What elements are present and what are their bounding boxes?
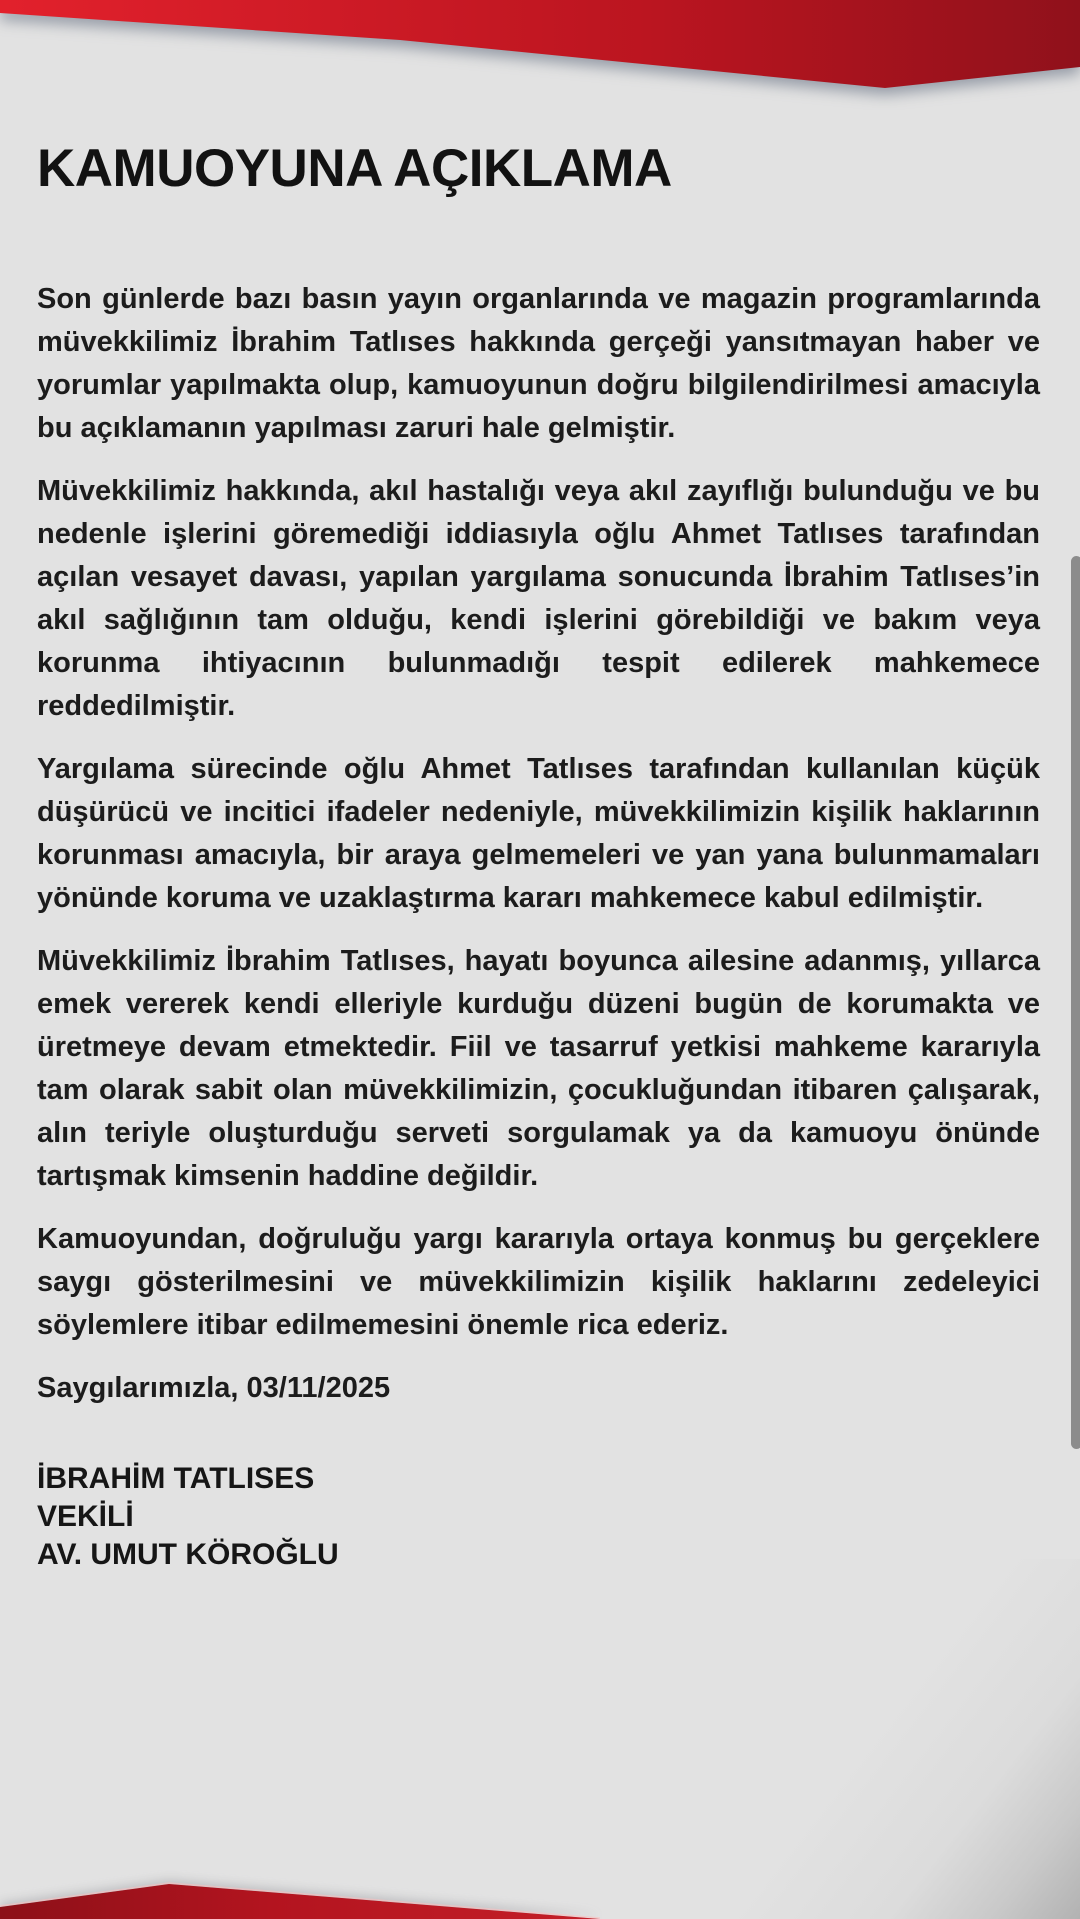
- page-title: KAMUOYUNA AÇIKLAMA: [37, 139, 672, 198]
- signature-role: VEKİLİ: [37, 1500, 134, 1533]
- paragraph-intro: Son günlerde bazı basın yayın organlarında ve magazin programlarında müvekkilimiz İbrahim Tatlıses hakkında gerçeği yansıtmayan haber ve yorumlar yapılmakta olup, kamuoyunun doğru bilgilendirilmesi amacıyla bu açıklamanın yapılması zaruri hale gelmiştir.: [37, 283, 1040, 444]
- bottom-red-banner: [0, 1849, 1080, 1919]
- paragraph-legacy: Müvekkilimiz İbrahim Tatlıses, hayatı boyunca ailesine adanmış, yıllarca emek vererek kendi elleriyle kurduğu düzeni bugün de korumakta ve üretmeye devam etmektedir. Fiil ve tasarruf yetkisi mahkeme kararıyla tam olarak sabit olan müvekkilimizin, çocukluğundan itibaren çalışarak, alın teriyle oluşturduğu serveti sorgulamak ya da kamuoyu önünde tartışmak kimsenin haddine değildir.: [37, 945, 1040, 1192]
- paragraph-request: Kamuoyundan, doğruluğu yargı kararıyla ortaya konmuş bu gerçeklere saygı gösterilmesini ve müvekkilimizin kişilik haklarını zedeleyici söylemlere itibar edilmemesini önemle rica ederiz.: [37, 1223, 1040, 1341]
- signature-block: [37, 1460, 1040, 1574]
- top-red-banner: [0, 0, 1080, 110]
- paragraph-court-case: Müvekkilimiz hakkında, akıl hastalığı veya akıl zayıflığı bulunduğu ve bu nedenle işlerini göremediği iddiasıyla oğlu Ahmet Tatlıses tarafından açılan vesayet davası, yapılan yargılama sonucunda İbrahim Tatlıses’in akıl sağlığının tam olduğu, kendi işlerini görebildiği ve bakım veya korunma ihtiyacının bulunmadığı tespit edilerek mahkemece reddedilmiştir.: [37, 475, 1040, 722]
- paragraph-restraining: Yargılama sürecinde oğlu Ahmet Tatlıses tarafından kullanılan küçük düşürücü ve incitici ifadeler nedeniyle, müvekkilimizin kişilik haklarının korunması amacıyla, bir araya gelmemeleri ve yan yana bulunmamaları yönünde koruma ve uzaklaştırma kararı mahkemece kabul edilmiştir.: [37, 753, 1040, 914]
- scrollbar-thumb[interactable]: [1071, 556, 1080, 1449]
- signature-attorney: AV. UMUT KÖROĞLU: [37, 1538, 339, 1571]
- signature-client-name: İBRAHİM TATLISES: [37, 1462, 315, 1495]
- closing-date-line: Saygılarımızla, 03/11/2025: [37, 1372, 391, 1404]
